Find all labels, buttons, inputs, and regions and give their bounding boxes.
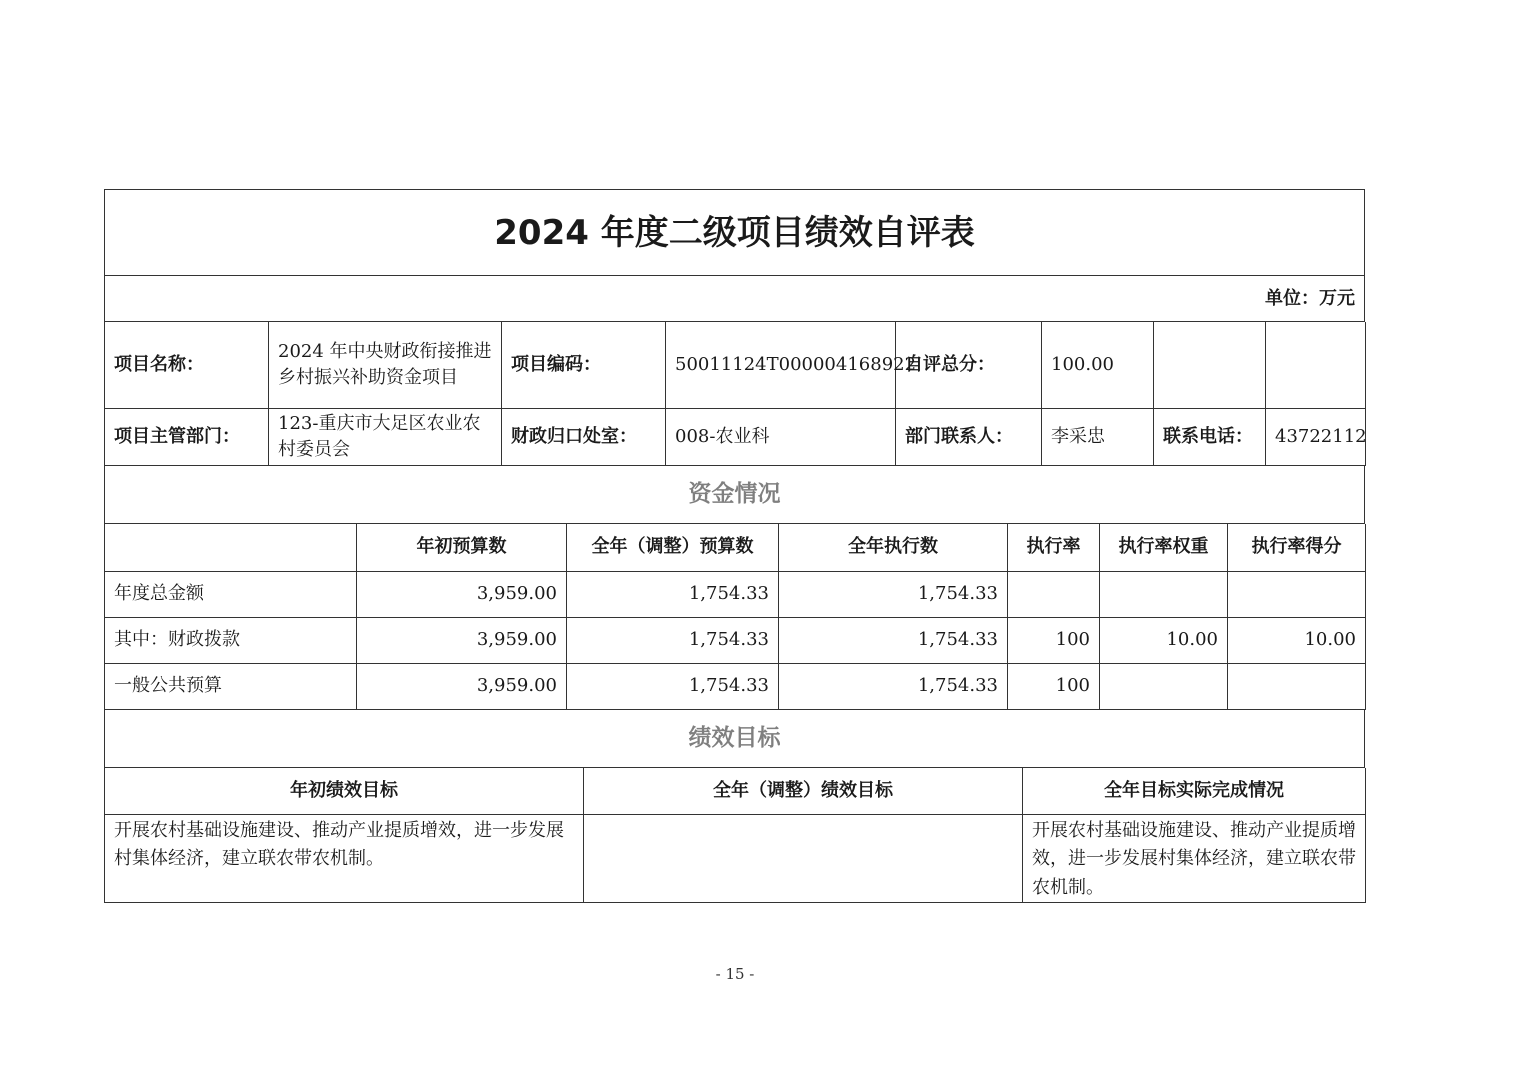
cell-value: 1,754.33 [779, 571, 1008, 617]
goals-table [104, 768, 1366, 903]
row-label: 其中：财政拨款 [105, 617, 357, 663]
funds-header-cell [105, 524, 357, 571]
funds-section-title: 资金情况 [105, 466, 1365, 524]
cell-value: 1,754.33 [779, 617, 1008, 663]
contact-label: 部门联系人： [896, 408, 1042, 465]
dept-value: 123-重庆市大足区农业农村委员会 [269, 408, 502, 465]
goals-section-table [104, 710, 1365, 769]
funds-header-cell: 全年执行数 [779, 524, 1008, 571]
cell-value: 3,959.00 [357, 663, 567, 709]
cell-value: 100 [1008, 663, 1100, 709]
project-name-value: 2024 年中央财政衔接推进乡村振兴补助资金项目 [269, 322, 502, 408]
goals-header-cell: 年初绩效目标 [105, 768, 584, 814]
project-code-value: 50011124T000004168922 [666, 322, 896, 408]
table-row [105, 571, 1366, 617]
office-value: 008-农业科 [666, 408, 896, 465]
info-table [104, 322, 1366, 466]
phone-value: 43722112 [1266, 408, 1366, 465]
funds-header-cell: 全年（调整）预算数 [567, 524, 779, 571]
funds-section-table [104, 466, 1365, 525]
evaluation-form [104, 189, 1365, 903]
goals-header-cell: 全年目标实际完成情况 [1023, 768, 1366, 814]
dept-label: 项目主管部门： [105, 408, 269, 465]
row-label: 年度总金额 [105, 571, 357, 617]
unit-label: 单位：万元 [105, 276, 1365, 322]
funds-header-cell: 执行率权重 [1100, 524, 1228, 571]
cell-value: 1,754.33 [567, 663, 779, 709]
cell-value: 10.00 [1100, 617, 1228, 663]
phone-label: 联系电话： [1154, 408, 1266, 465]
table-row [105, 663, 1366, 709]
office-label: 财政归口处室： [502, 408, 666, 465]
cell-value [1228, 571, 1366, 617]
score-label: 自评总分： [896, 322, 1042, 408]
initial-goal-text: 开展农村基础设施建设、推动产业提质增效，进一步发展村集体经济，建立联农带农机制。 [105, 814, 584, 903]
goals-header-row [105, 768, 1366, 814]
page-title: 2024 年度二级项目绩效自评表 [105, 190, 1365, 276]
empty-cell [1154, 322, 1266, 408]
cell-value: 3,959.00 [357, 571, 567, 617]
header-table [104, 189, 1365, 322]
table-row [105, 617, 1366, 663]
cell-value: 1,754.33 [567, 571, 779, 617]
page-number: - 15 - [715, 965, 755, 983]
empty-cell [1266, 322, 1366, 408]
contact-value: 李采忠 [1042, 408, 1154, 465]
score-value: 100.00 [1042, 322, 1154, 408]
cell-value: 3,959.00 [357, 617, 567, 663]
cell-value [1100, 571, 1228, 617]
project-code-label: 项目编码： [502, 322, 666, 408]
project-name-label: 项目名称： [105, 322, 269, 408]
cell-value [1008, 571, 1100, 617]
goals-body-row [105, 814, 1366, 903]
cell-value [1228, 663, 1366, 709]
funds-table [104, 524, 1366, 710]
cell-value: 10.00 [1228, 617, 1366, 663]
cell-value: 1,754.33 [779, 663, 1008, 709]
funds-header-row [105, 524, 1366, 571]
funds-header-cell: 执行率 [1008, 524, 1100, 571]
row-label: 一般公共预算 [105, 663, 357, 709]
cell-value [1100, 663, 1228, 709]
funds-header-cell: 年初预算数 [357, 524, 567, 571]
actual-result-text: 开展农村基础设施建设、推动产业提质增效，进一步发展村集体经济，建立联农带农机制。 [1023, 814, 1366, 903]
funds-header-cell: 执行率得分 [1228, 524, 1366, 571]
goals-header-cell: 全年（调整）绩效目标 [584, 768, 1023, 814]
goals-section-title: 绩效目标 [105, 710, 1365, 768]
adjusted-goal-text [584, 814, 1023, 903]
cell-value: 100 [1008, 617, 1100, 663]
cell-value: 1,754.33 [567, 617, 779, 663]
